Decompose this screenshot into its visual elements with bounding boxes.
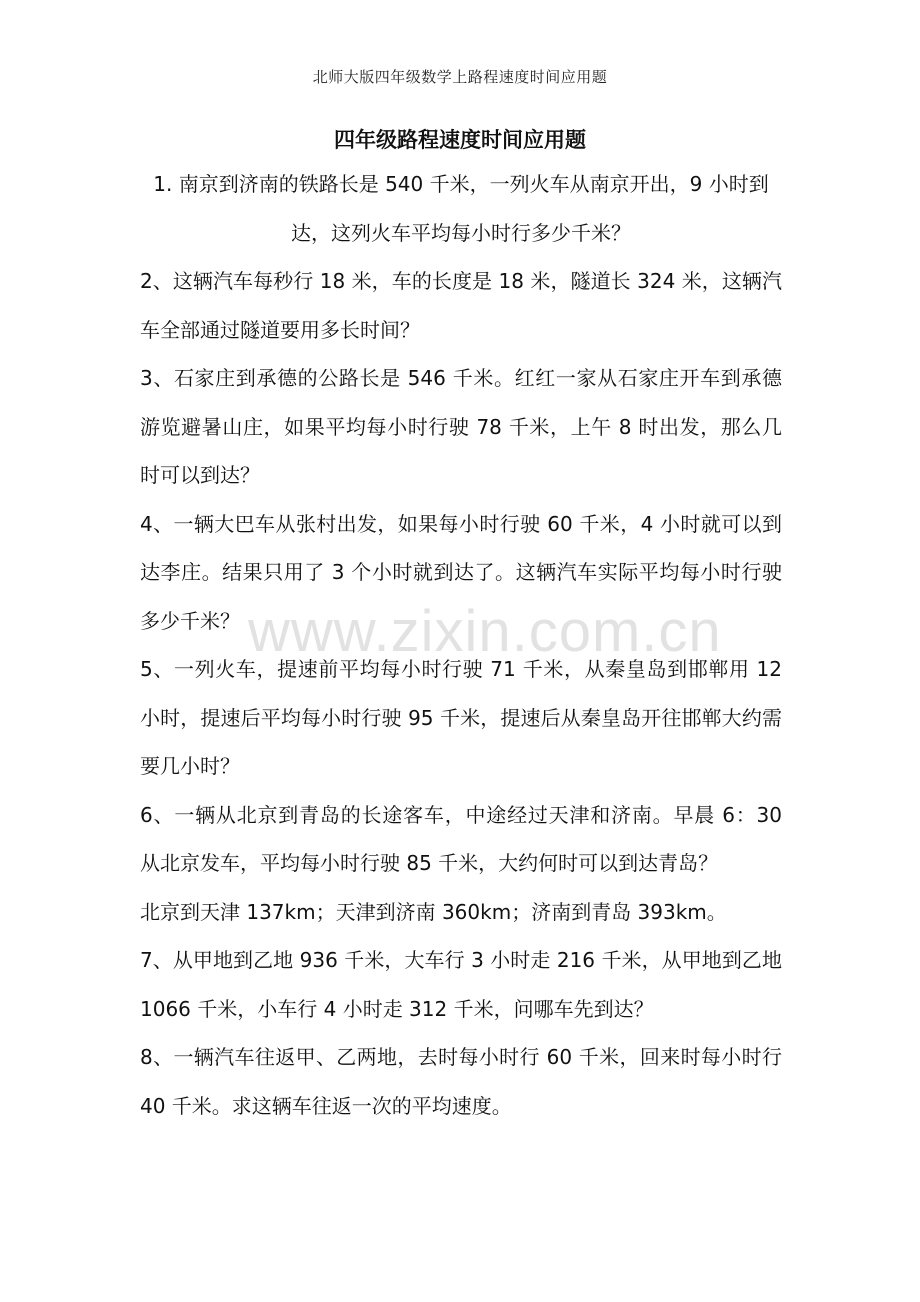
problem-8: 8、一辆汽车往返甲、乙两地，去时每小时行 60 千米，回来时每小时行 40 千米。求这辆车往返一次的平均速度。 bbox=[140, 1045, 782, 1118]
problem-4: 4、一辆大巴车从张村出发，如果每小时行驶 60 千米，4 小时就可以到达李庄。结果只用了 3 个小时就到达了。这辆汽车实际平均每小时行驶多少千米？ bbox=[140, 511, 782, 633]
document-title: 四年级路程速度时间应用题 bbox=[334, 128, 586, 152]
problem-1: 1. 南京到济南的铁路长是 540 千米，一列火车从南京开出，9 小时到达，这列火车平均每小时行多少千米？ bbox=[153, 172, 769, 245]
problem-2: 2、这辆汽车每秒行 18 米，车的长度是 18 米，隧道长 324 米，这辆汽车全部通过隧道要用多长时间？ bbox=[140, 269, 782, 342]
watermark: www.zixin.com.cn bbox=[248, 599, 722, 664]
problem-list bbox=[140, 160, 782, 1130]
running-header: 北师大版四年级数学上路程速度时间应用题 bbox=[312, 68, 608, 86]
problem-3: 3、石家庄到承德的公路长是 546 千米。红红一家从石家庄开车到承德游览避暑山庄，如果平均每小时行驶 78 千米，上午 8 时出发，那么几时可以到达？ bbox=[140, 366, 782, 487]
problem-6-distances: 北京到天津 137km；天津到济南 360km；济南到青岛 393km。 bbox=[140, 899, 727, 924]
problem-6: 6、一辆从北京到青岛的长途客车，中途经过天津和济南。早晨 6：30 从北京发车，平均每小时行驶 85 千米，大约何时可以到达青岛？ bbox=[140, 802, 782, 875]
problem-7: 7、从甲地到乙地 936 千米，大车行 3 小时走 216 千米，从甲地到乙地 1066 千米，小车行 4 小时走 312 千米，问哪车先到达？ bbox=[140, 948, 782, 1021]
problem-5: 5、一列火车，提速前平均每小时行驶 71 千米，从秦皇岛到邯郸用 12 小时，提速后平均每小时行驶 95 千米，提速后从秦皇岛开往邯郸大约需要几小时？ bbox=[140, 657, 782, 778]
